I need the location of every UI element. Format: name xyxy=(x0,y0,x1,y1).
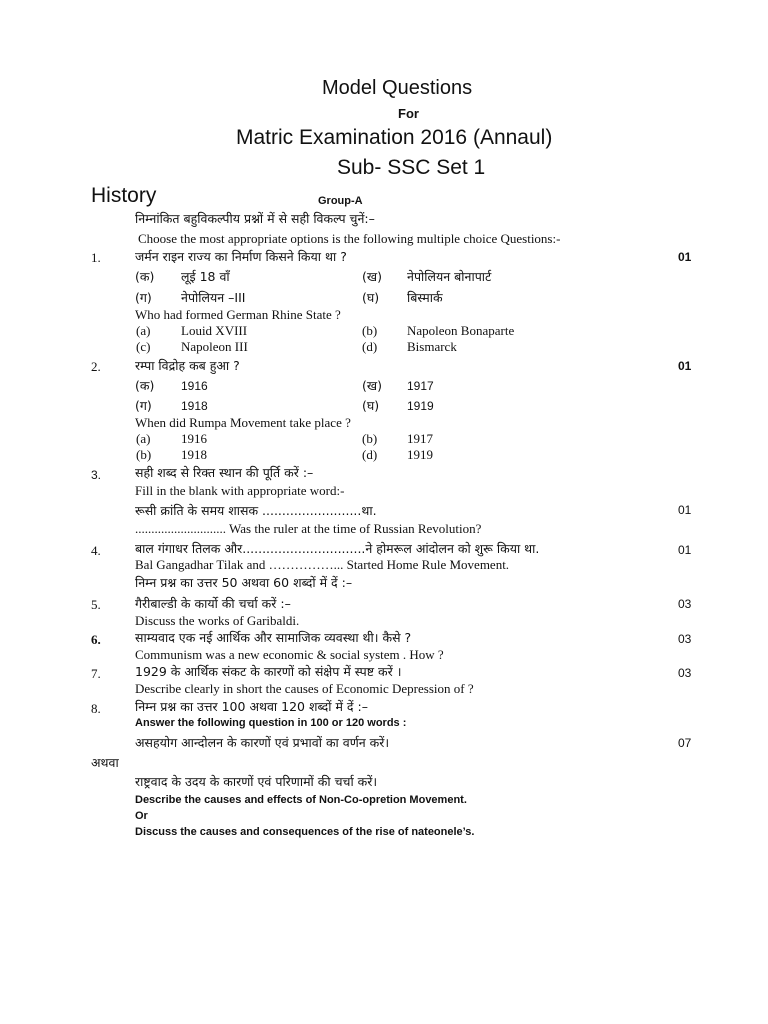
q2-opt-a-label: (a) xyxy=(136,431,151,446)
q8-hindi-alt: राष्ट्रवाद के उदय के कारणों एवं परिणामों की चर्चा करें। xyxy=(135,774,378,789)
q6-hindi: साम्यवाद एक नई आर्थिक और सामाजिक व्यवस्था थी। कैसे ? xyxy=(135,630,412,645)
q3-english: Fill in the blank with appropriate word:- xyxy=(135,483,345,498)
q8-or: Or xyxy=(135,810,148,822)
q8-number: 8. xyxy=(91,701,101,716)
q1-opt-c-hi-label: (ग) xyxy=(135,290,152,305)
q2-hindi: रम्पा विद्रोह कब हुआ ? xyxy=(135,358,240,373)
q8-hindi: निम्न प्रश्न का उत्तर 100 अथवा 120 शब्दों में दें :– xyxy=(135,699,369,714)
for-label: For xyxy=(398,106,419,121)
q8-english-question: Describe the causes and effects of Non-Co-opretion Movement. xyxy=(135,794,467,806)
q4-hindi: बाल गंगाधर तिलक और...............................ने होमरूल आंदोलन को शुरू किया था. xyxy=(135,541,540,556)
q2-opt-c-hi: 1918 xyxy=(181,399,208,413)
q2-opt-d-hi-label: (घ) xyxy=(362,398,380,413)
q2-opt-c-label: (b) xyxy=(136,447,152,462)
q8-english-alt: Discuss the causes and consequences of the rise of nateonele’s. xyxy=(135,826,475,838)
intro-english: Choose the most appropriate options is the following multiple choice Questions:- xyxy=(138,231,561,246)
q1-marks: 01 xyxy=(678,250,692,264)
q1-opt-b: Napoleon Bonaparte xyxy=(407,323,515,338)
q7-english: Describe clearly in short the causes of Economic Depression of ? xyxy=(135,681,474,696)
q2-opt-b: 1917 xyxy=(407,431,433,446)
q2-opt-d: 1919 xyxy=(407,447,433,462)
exam-title: Matric Examination 2016 (Annaul) xyxy=(236,126,553,149)
q2-opt-d-label: (d) xyxy=(362,447,378,462)
q1-opt-b-label: (b) xyxy=(362,323,378,338)
q4-number: 4. xyxy=(91,543,101,558)
q7-hindi: 1929 के आर्थिक संकट के कारणों को संक्षेप में स्पष्ट करें । xyxy=(135,664,402,679)
q8-marks: 07 xyxy=(678,736,692,750)
q1-opt-a-label: (a) xyxy=(136,323,151,338)
q2-marks: 01 xyxy=(678,359,692,373)
q1-opt-c-label: (c) xyxy=(136,339,151,354)
subject-set: Sub- SSC Set 1 xyxy=(337,156,486,179)
q3-marks: 01 xyxy=(678,503,692,517)
q3-number: 3. xyxy=(91,468,102,482)
q2-number: 2. xyxy=(91,359,101,374)
q2-opt-b-hi-label: (ख) xyxy=(362,378,382,393)
q1-english: Who had formed German Rhine State ? xyxy=(135,307,341,322)
q2-opt-d-hi: 1919 xyxy=(407,399,434,413)
group-label: Group-A xyxy=(318,195,363,207)
q1-opt-d-hi: बिस्मार्क xyxy=(407,290,443,305)
q4-english: Bal Gangadhar Tilak and ……………... Started Home Rule Movement. xyxy=(135,557,510,572)
q7-marks: 03 xyxy=(678,666,692,680)
q2-opt-a-hi-label: (क) xyxy=(135,378,155,393)
q3-hindi: सही शब्द से रिक्त स्थान की पूर्ति करें :– xyxy=(135,465,314,480)
subject-name: History xyxy=(91,184,157,207)
q6-marks: 03 xyxy=(678,632,692,646)
q1-opt-b-hi: नेपोलियन बोनापार्ट xyxy=(407,269,492,284)
q2-opt-b-label: (b) xyxy=(362,431,378,446)
q6-english: Communism was a new economic & social system . How ? xyxy=(135,647,444,662)
q8-athva: अथवा xyxy=(91,755,119,770)
q1-opt-c-hi: नेपोलियन –III xyxy=(181,290,246,305)
q6-number: 6. xyxy=(91,632,101,647)
q1-hindi: जर्मन राइन राज्य का निर्माण किसने किया था ? xyxy=(135,249,347,264)
intro-hindi: निम्नांकित बहुविकल्पीय प्रश्नों में से सही विकल्प चुनें:– xyxy=(135,211,375,226)
q8-hindi-question: असहयोग आन्दोलन के कारणों एवं प्रभावों का वर्णन करें। xyxy=(135,735,390,750)
q1-opt-a: Louid XVIII xyxy=(181,323,248,338)
q2-opt-c-hi-label: (ग) xyxy=(135,398,152,413)
q1-opt-a-hi-label: (क) xyxy=(135,269,155,284)
q3-english-line: ............................ Was the ruler at the time of Russian Revolution? xyxy=(135,521,482,536)
q2-opt-c: 1918 xyxy=(181,447,207,462)
q1-opt-a-hi: लूई 18 वाँ xyxy=(181,269,230,284)
q2-opt-a: 1916 xyxy=(181,431,207,446)
q4-marks: 01 xyxy=(678,543,692,557)
q2-opt-a-hi: 1916 xyxy=(181,379,208,393)
q1-opt-c: Napoleon III xyxy=(181,339,248,354)
q1-opt-d-hi-label: (घ) xyxy=(362,290,380,305)
q1-opt-d-label: (d) xyxy=(362,339,378,354)
page-title: Model Questions xyxy=(322,77,473,99)
q1-opt-d: Bismarck xyxy=(407,339,457,354)
q1-opt-b-hi-label: (ख) xyxy=(362,269,382,284)
q2-english: When did Rumpa Movement take place ? xyxy=(135,415,351,430)
q8-english: Answer the following question in 100 or 120 words : xyxy=(135,717,407,729)
q2-opt-b-hi: 1917 xyxy=(407,379,434,393)
q5-marks: 03 xyxy=(678,597,692,611)
q7-number: 7. xyxy=(91,666,101,681)
q5-hindi: गैरीबाल्डी के कार्यो की चर्चा करें :– xyxy=(135,596,291,611)
q5-number: 5. xyxy=(91,597,101,612)
q3-hindi-line: रूसी क्रांति के समय शासक .........................था. xyxy=(135,503,377,518)
q1-number: 1. xyxy=(91,250,101,265)
section-b-instruction: निम्न प्रश्न का उत्तर 50 अथवा 60 शब्दों में दें :– xyxy=(135,575,353,590)
q5-english: Discuss the works of Garibaldi. xyxy=(135,613,300,628)
